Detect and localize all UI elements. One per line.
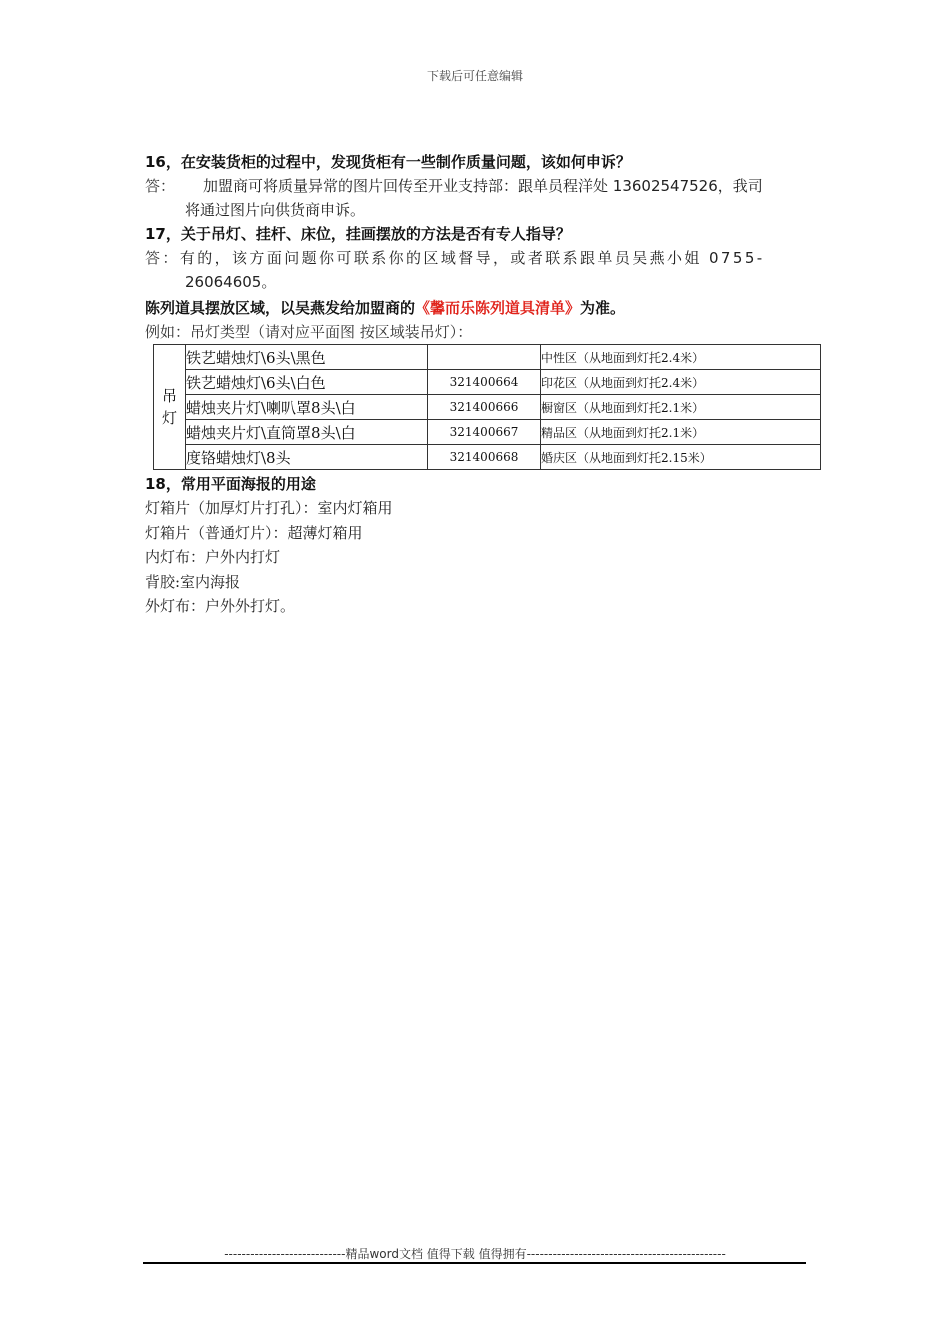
lamp-code: 321400668 <box>428 445 541 470</box>
lamp-table <box>153 344 821 470</box>
footer-rule <box>143 1262 806 1264</box>
table-row <box>154 445 821 470</box>
lamp-code: 321400666 <box>428 395 541 420</box>
note-suffix: 为准。 <box>580 299 626 317</box>
lamp-area: 橱窗区（从地面到灯托2.1米） <box>541 395 821 420</box>
answer-16-line2: 将通过图片向供货商申诉。 <box>185 201 366 219</box>
answer-17-line2: 26064605。 <box>185 273 277 291</box>
answer-16-line1: 加盟商可将质量异常的图片回传至开业支持部：跟单员程洋处 13602547526，我司 <box>203 177 763 195</box>
answer-17-line1: 有的，该方面问题你可联系你的区域督导，或者联系跟单员吴燕小姐 0755- <box>179 249 765 267</box>
table-row <box>154 420 821 445</box>
lamp-name: 蜡烛夹片灯\喇叭罩8头\白 <box>186 395 428 420</box>
lamp-area: 精品区（从地面到灯托2.1米） <box>541 420 821 445</box>
note-prefix: 陈列道具摆放区域，以吴燕发给加盟商的 <box>145 299 416 317</box>
question-16: 16，在安装货柜的过程中，发现货柜有一些制作质量问题，该如何申诉？ <box>145 153 631 171</box>
answer-16 <box>145 174 810 222</box>
lamp-name: 铁艺蜡烛灯\6头\白色 <box>186 370 428 395</box>
example-line: 例如：吊灯类型（请对应平面图 按区域装吊灯）： <box>145 323 473 341</box>
lamp-name: 蜡烛夹片灯\直筒罩8头\白 <box>186 420 428 445</box>
poster-use-item: 灯箱片（加厚灯片打孔）：室内灯箱用 <box>145 499 393 517</box>
poster-use-item: 背胶:室内海报 <box>145 572 241 591</box>
lamp-code <box>428 345 541 370</box>
footer-text: ----------------------------精品word文档 值得下载 值得拥有---------------------------------------------- <box>224 1247 726 1261</box>
category-label: 吊灯 <box>161 387 177 427</box>
table-row <box>154 395 821 420</box>
lamp-area: 婚庆区（从地面到灯托2.15米） <box>541 445 821 470</box>
document-body <box>145 150 810 619</box>
lamp-area: 印花区（从地面到灯托2.4米） <box>541 370 821 395</box>
lamp-name: 铁艺蜡烛灯\6头\黑色 <box>186 345 428 370</box>
lamp-area: 中性区（从地面到灯托2.4米） <box>541 345 821 370</box>
answer-17 <box>145 246 810 294</box>
answer-label: 答： <box>145 249 180 267</box>
lamp-code: 321400667 <box>428 420 541 445</box>
answer-label: 答： <box>145 177 176 195</box>
lamp-name: 度铬蜡烛灯\8头 <box>186 445 428 470</box>
poster-use-item: 灯箱片（普通灯片）：超薄灯箱用 <box>145 523 363 542</box>
lamp-code: 321400664 <box>428 370 541 395</box>
question-17: 17，关于吊灯、挂杆、床位，挂画摆放的方法是否有专人指导？ <box>145 225 571 243</box>
poster-use-item: 内灯布：户外内打灯 <box>145 548 281 567</box>
display-props-note <box>145 296 810 320</box>
category-cell <box>154 345 186 470</box>
header-note: 下载后可任意编辑 <box>426 69 523 83</box>
question-18: 18，常用平面海报的用途 <box>145 475 316 493</box>
note-highlight: 《馨而乐陈列道具清单》 <box>415 299 581 317</box>
poster-use-item: 外灯布：户外外打灯。 <box>145 597 296 616</box>
table-row <box>154 370 821 395</box>
table-row <box>154 345 821 370</box>
